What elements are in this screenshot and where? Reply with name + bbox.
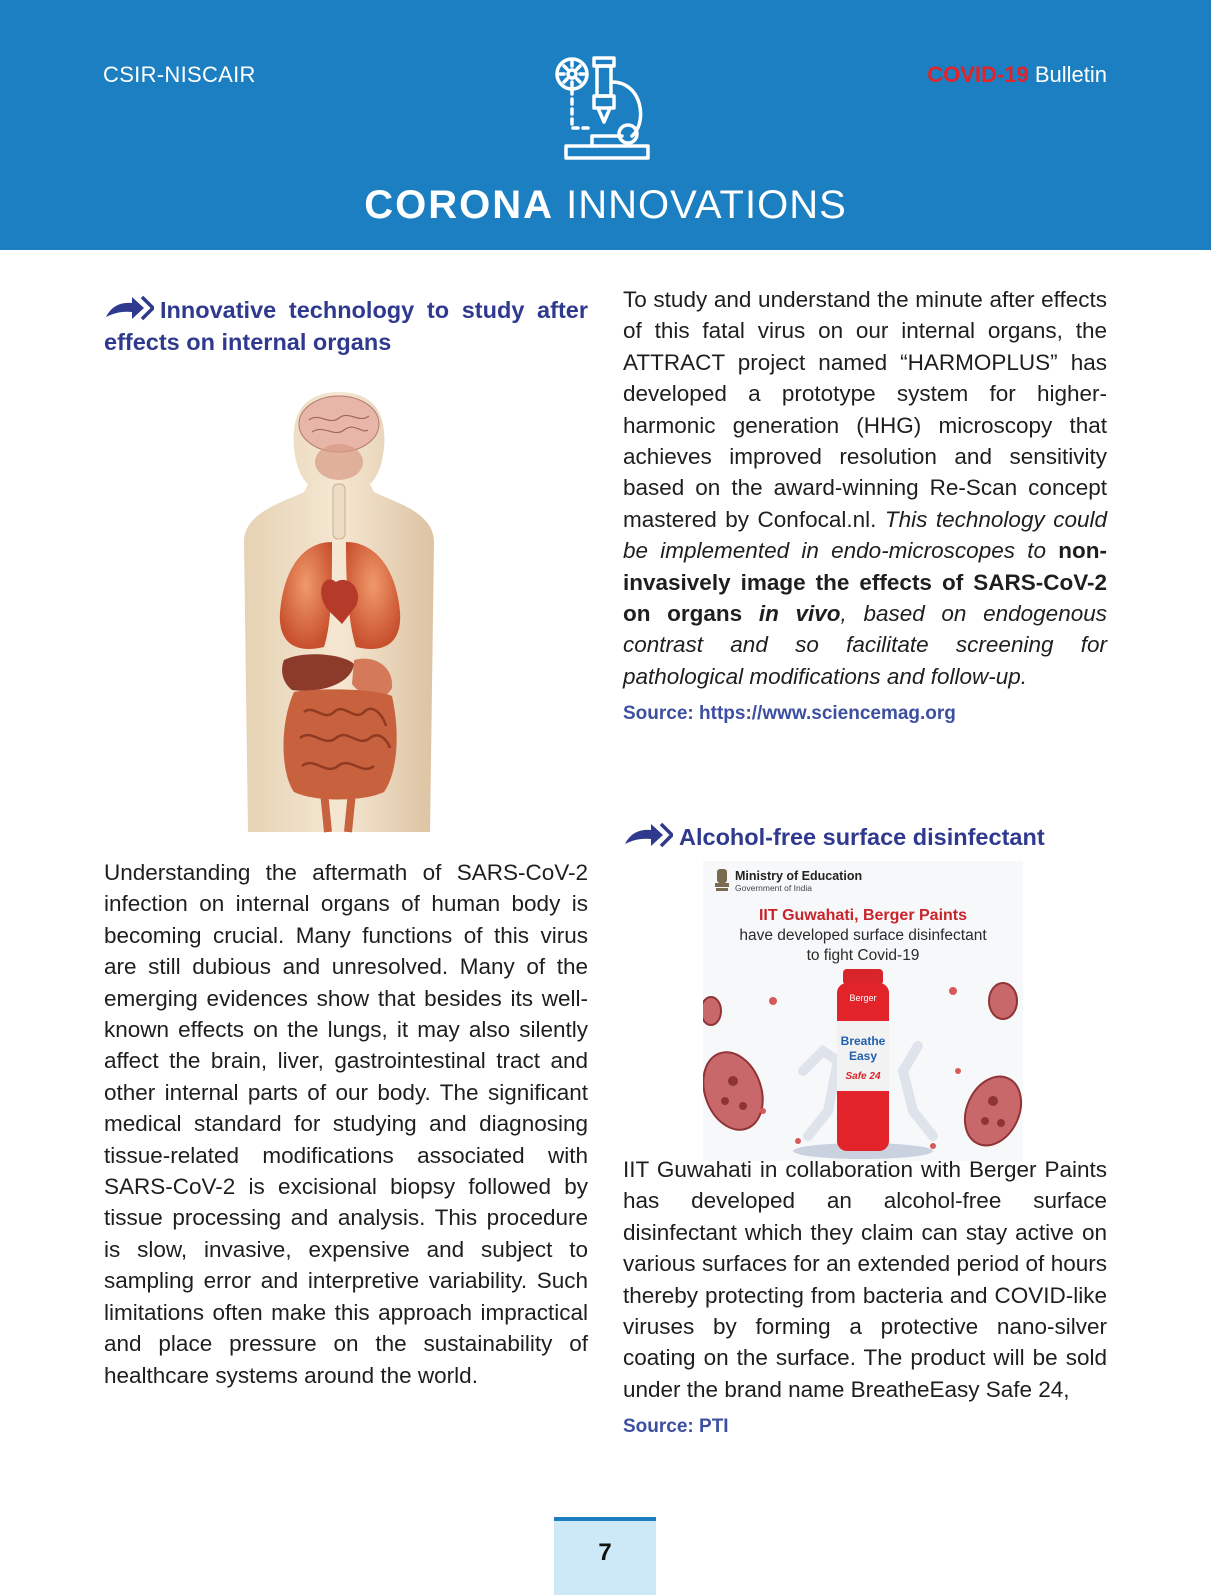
human-anatomy-illustration <box>244 392 434 842</box>
ad-line2: have developed surface disinfectant <box>739 927 987 944</box>
ad-line3: to fight Covid-19 <box>806 947 920 964</box>
bulletin-rest: Bulletin <box>1028 62 1107 87</box>
microscope-virus-icon <box>552 52 662 164</box>
article1-cont-italic1: This technology could be implemented in endo-microscopes to <box>623 506 1107 564</box>
can-brand: Berger <box>849 993 877 1003</box>
article1-heading <box>104 294 588 358</box>
page-number-tab <box>554 1517 656 1595</box>
bulletin-label <box>927 62 1107 88</box>
arrow-right-icon <box>623 822 673 848</box>
article2-heading-block <box>623 821 1107 853</box>
page-title-rest: INNOVATIONS <box>554 183 847 227</box>
emblem-icon <box>713 867 731 893</box>
article1-heading-block <box>104 294 588 358</box>
can-sub: Safe 24 <box>845 1071 881 1082</box>
can-name-line1: Breathe <box>840 1034 886 1048</box>
article1-cont-bold: non-invasively image the effects of SARS-CoV-2 on organs <box>623 538 1107 627</box>
disinfectant-image <box>703 861 1023 1161</box>
header-band <box>0 0 1211 250</box>
ad-headline: IIT Guwahati, Berger Paints <box>758 907 968 924</box>
article1-cont-italic2: , based on endogenous contrast and so facilitate screening for pathological modifications and follow-up. <box>623 601 1107 689</box>
article2-heading <box>623 821 1107 853</box>
article2-body: IIT Guwahati in collaboration with Berger Paints has developed an alcohol-free surface disinfectant which they claim can stay active on various surfaces for an extended period of hours thereby protecting from bacteria and COVID-like viruses by forming a protective nano-silver coating on the surface. The product will be sold under the brand name BreatheEasy Safe 24, <box>623 1157 1107 1402</box>
article2-source: Source: PTI <box>623 1416 729 1438</box>
arrow-right-icon <box>104 295 154 321</box>
can-name-line2: Easy <box>848 1049 878 1063</box>
article1-body: Understanding the aftermath of SARS-CoV-2 infection on internal organs of human body is becoming crucial. Many functions of this virus are still dubious and unresolved. Many of the emerging evidences show that besides its well-known effects on the lungs, it may also silently affect the brain, liver, gastrointestinal tract and other internal parts of our body. The significant medical standard for studying and diagnosing tissue-related modifications associated with SARS-CoV-2 is excisional biopsy followed by tissue processing and analysis. This procedure is slow, invasive, expensive and subject to sampling error and interpretive variability. Such limitations often make this approach impractical and place pressure on the sustainability of healthcare systems around the world. <box>104 860 588 1388</box>
article1-cont-bold-italic: in vivo <box>758 601 841 627</box>
bulletin-highlight: COVID-19 <box>927 62 1029 87</box>
page-title-bold: CORONA <box>364 183 554 227</box>
article2-heading-text: Alcohol-free surface disinfectant <box>679 824 1045 850</box>
article1-source: Source: https://www.sciencemag.org <box>623 703 956 725</box>
ministry-label: Ministry of Education <box>735 869 863 883</box>
page-title <box>0 183 1211 228</box>
org-name: CSIR-NISCAIR <box>103 62 256 87</box>
page-number: 7 <box>598 1539 612 1566</box>
article1-heading-text: Innovative technology to study after effects on internal organs <box>104 297 588 355</box>
article1-cont-plain: To study and understand the minute after effects of this fatal virus on our internal organs, the ATTRACT project named “HARMOPLUS” has developed a prototype system for higher-harmonic generation (HHG) microscopy that achieves improved resolution and sensitivity based on the award-winning Re-Scan concept mastered by Confocal.nl. <box>623 287 1107 532</box>
article2-body-block <box>623 1154 1107 1443</box>
article1-continuation <box>623 284 1107 730</box>
ministry-sub-label: Government of India <box>735 883 813 893</box>
disinfectant-spray-illustration <box>703 961 1023 1161</box>
